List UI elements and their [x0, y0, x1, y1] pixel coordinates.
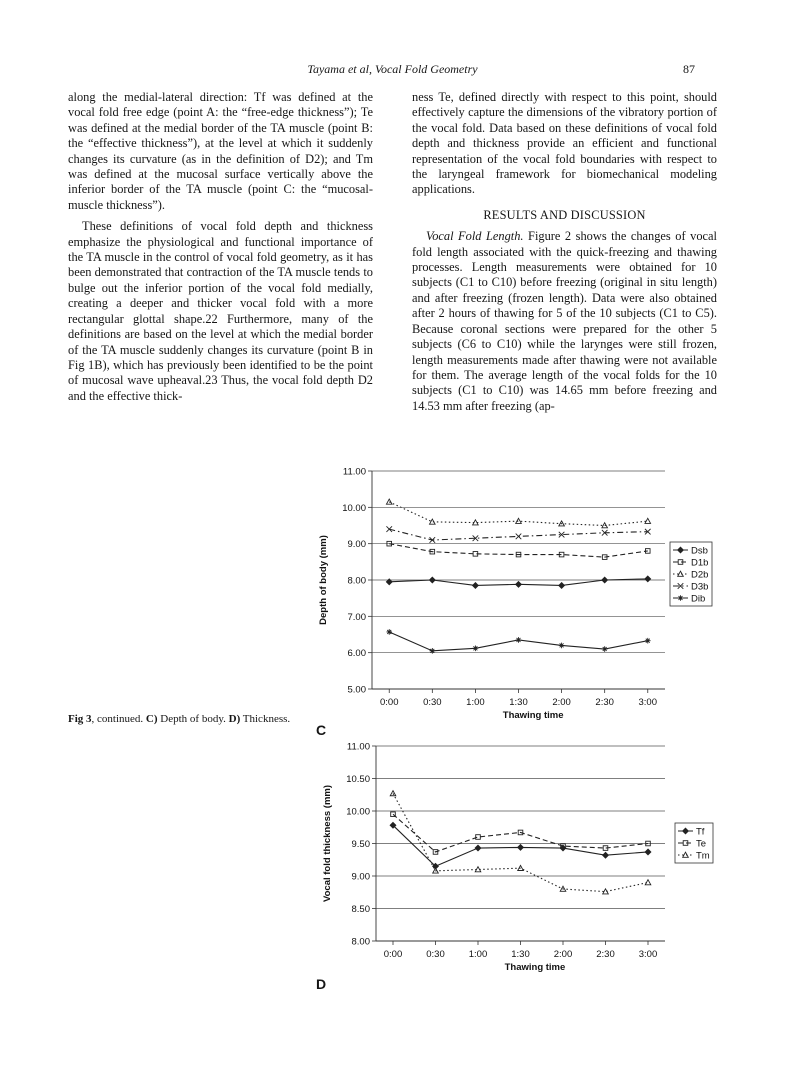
caption-figure-label: Fig 3 [68, 713, 92, 725]
chart-d-series-tm-point [645, 880, 651, 885]
chart-d-y-tick-label: 8.50 [351, 904, 370, 915]
section-heading: RESULTS AND DISCUSSION [483, 207, 646, 222]
chart-c-legend-label-d2b: D2b [691, 569, 709, 581]
chart-d-y-tick-label: 10.50 [346, 774, 370, 785]
panel-label-d: D [316, 976, 327, 992]
chart-c-series-dib-point [645, 638, 651, 644]
chart-c-series-d2b-point [386, 499, 392, 504]
chart-c-y-tick-label: 11.00 [342, 466, 366, 478]
chart-c-legend-label-dib: Dib [691, 593, 706, 605]
chart-c-legend-label-d3b: D3b [691, 581, 709, 593]
panel-label-c: C [316, 722, 327, 738]
chart-c-legend-label-d1b: D1b [691, 557, 709, 569]
chart-d-series-tf-point [475, 845, 481, 851]
chart-c-y-axis-label: Depth of body (mm) [318, 535, 329, 625]
page-number: 87 [683, 62, 695, 76]
chart-c-series-dib-point [559, 643, 565, 649]
left-paragraph-2: These definitions of vocal fold depth and thickness emphasize the physiological and functional importance of the TA muscle in the control of vocal fold geometry, as it has been demonstrated that contraction of the TA muscle tends to bulge out the inferior portion of the vocal fold medially, creating a deeper and thicker vocal fold with a more rectangular glottal shape.22 Furthermore, many of the definitions are based on the level at which the medial border of the TA muscle suddenly changes its curvature (point B in Fig 1B), which has previously been identified to be the point of mucosal wave upheaval.23 Thus, the vocal fold depth D2 and the effective thick- [68, 219, 373, 403]
chart-c-series-dsb-point [602, 577, 608, 583]
paragraph-lead: Vocal Fold Length. [426, 229, 524, 244]
chart-c-series-dib-point [602, 646, 608, 652]
chart-c-x-tick-label: 0:30 [423, 697, 442, 708]
chart-d-x-axis-label: Thawing time [504, 962, 566, 973]
chart-d-y-tick-label: 10.00 [346, 806, 370, 818]
chart-c-x-tick-label: 1:00 [466, 697, 485, 708]
chart-c-x-tick-label: 0:00 [379, 697, 399, 708]
chart-d-y-axis-label: Vocal fold thickness (mm) [322, 784, 333, 903]
chart-d-series-tf-point [603, 852, 609, 858]
chart-d-legend-label-tf: Tf [696, 826, 705, 838]
caption-d-label: D) [228, 713, 241, 725]
caption-c-label: C) [145, 713, 158, 725]
chart-c-x-tick-label: 2:30 [595, 697, 614, 708]
chart-c-series-d3b-line [389, 529, 648, 540]
chart-c-y-tick-label: 7.00 [347, 611, 366, 623]
paragraph-body: Figure 2 shows the changes of vocal fold length associated with the quick-freezing and thawing processes. Length measurements were obtained for 10 subjects (C1 to C10) before freezing (original in situ length) and after freezing (frozen length). Data were also obtained after 2 hours of thawing for 5 of the 10 subjects (C1 to C5). Because coronal sections were prepared for the other 5 subjects (C6 to C10) while the larynges were still frozen, length measurements made after thawing were not available for them. The average length of the vocal folds for the 10 subjects (C1 to C10) was 14.65 mm before freezing and 14.53 mm after freezing (ap- [412, 229, 717, 413]
chart-d-legend-label-tm: Tm [696, 850, 710, 862]
chart-d-x-tick-label: 2:30 [596, 949, 615, 960]
chart-d-legend-label-te: Te [696, 838, 707, 850]
chart-c-series-dsb-point [516, 582, 522, 588]
chart-c-series-dsb-point [559, 583, 565, 589]
chart-d-y-tick-label: 9.00 [351, 871, 370, 883]
chart-c-series-dib-point [386, 629, 392, 635]
chart-c-series-d2b-point [516, 518, 522, 523]
chart-c-series-d1b-line [389, 544, 648, 557]
caption-text: , continued. [91, 713, 146, 725]
chart-c-series-dib-point [516, 637, 522, 643]
chart-d-series-tm-line [393, 793, 648, 891]
chart-c-series-dsb-point [645, 576, 651, 582]
chart-d-x-tick-label: 1:00 [468, 949, 488, 960]
chart-d-y-tick-label: 9.50 [351, 839, 370, 850]
chart-c-y-tick-label: 9.00 [347, 539, 366, 551]
chart-c-x-tick-label: 2:00 [552, 697, 571, 708]
chart-d-x-tick-label: 0:30 [426, 949, 445, 960]
chart-c-series-dib-point [430, 648, 436, 654]
chart-c-x-tick-label: 1:30 [509, 697, 528, 708]
chart-c-series-dsb-point [473, 583, 479, 589]
caption-c-text: Depth of body. [157, 713, 229, 725]
chart-c-legend-marker-dib [678, 595, 684, 601]
chart-c-series-d3b-point [516, 534, 522, 540]
left-paragraph-1: along the medial-lateral direction: Tf was defined at the vocal fold free edge (point A: the “free-edge thickness”); Te was defined at the medial border of the TA muscle (point B: the “effective thickness”), at the level at which it suddenly changes its curvature (as in the definition of D2); and Tm was defined at the mucosal surface vertically above the inferior border of the TA muscle (point C: the “mucosal-muscle thickness”). [68, 90, 373, 212]
chart-d-x-tick-label: 2:00 [553, 949, 573, 960]
chart-c-y-tick-label: 10.00 [342, 502, 366, 514]
chart-d-x-tick-label: 1:30 [511, 949, 530, 960]
chart-d-y-tick-label: 8.00 [351, 936, 370, 948]
chart-d-series-tf-point [645, 849, 651, 855]
chart-c-x-tick-label: 3:00 [638, 697, 658, 708]
chart-d-series-tf-point [518, 845, 524, 851]
chart-c-series-dsb-point [430, 577, 436, 583]
chart-d-y-tick-label: 11.00 [346, 741, 370, 753]
chart-c-y-tick-label: 5.00 [347, 684, 366, 696]
chart-c-x-axis-label: Thawing time [502, 710, 564, 721]
caption-d-text: Thickness. [240, 713, 291, 725]
right-paragraph-1: ness Te, defined directly with respect to this point, should effectively capture the dimensions of the vibratory portion of the vocal fold. Data based on these definitions of vocal fold depth and thickness provide an efficient and functional representation of the vocal fold boundaries with respect to the laryngeal framework for biomechanical modeling applications. [412, 90, 717, 197]
chart-c-y-tick-label: 8.00 [347, 575, 366, 587]
chart-d-series-tm-point [390, 791, 396, 796]
chart-c-y-tick-label: 6.00 [347, 648, 366, 660]
chart-d-x-tick-label: 3:00 [638, 949, 658, 960]
chart-d-x-tick-label: 0:00 [383, 949, 403, 960]
chart-c-legend-label-dsb: Dsb [691, 545, 708, 557]
chart-c-series-d2b-line [389, 502, 648, 526]
running-title: Tayama et al, Vocal Fold Geometry [307, 62, 478, 76]
chart-c-series-dib-point [473, 646, 479, 652]
